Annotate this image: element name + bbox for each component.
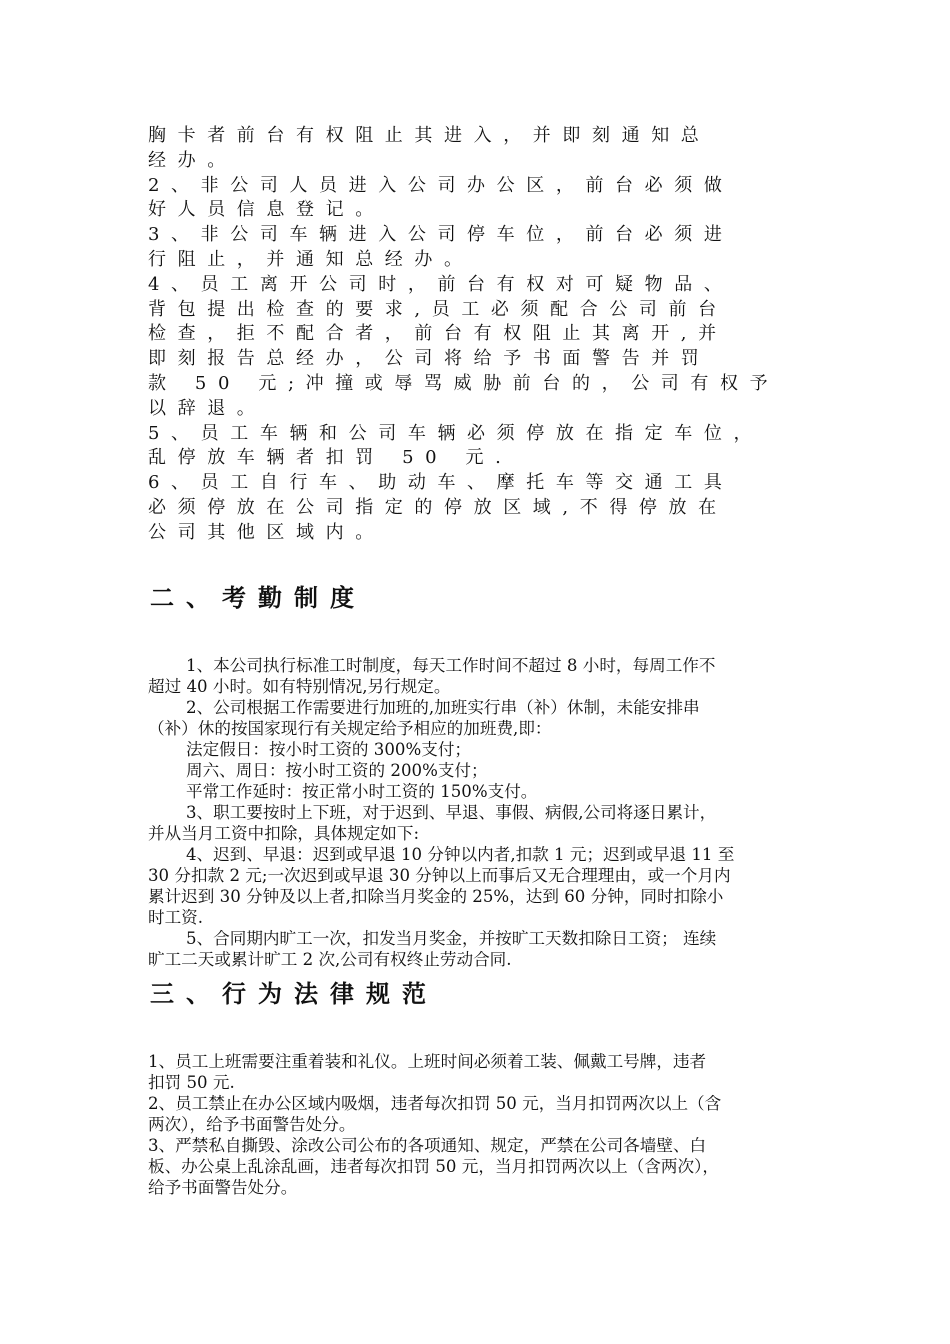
text-line: 2、员工禁止在办公区域内吸烟，违者每次扣罚 50 元，当月扣罚两次以上（含 [148, 1094, 722, 1113]
text-line: 以辞退。 [148, 397, 267, 419]
text-line: 公司其他区域内。 [148, 521, 385, 543]
attendance-rules-text [148, 655, 808, 970]
text-line: 背包提出检查的要求,员工必须配合公司前台 [148, 298, 728, 320]
text-line: 检查，拒不配合者，前台有权阻止其离开,并 [148, 323, 728, 345]
text-line: 1、员工上班需要注重着装和礼仪。上班时间必须着工装、佩戴工号牌，违者 [148, 1052, 707, 1071]
security-rules-text [148, 124, 820, 546]
text-line: 4、员工离开公司时，前台有权对可疑物品、 [148, 273, 734, 295]
text-line: 3、非公司车辆进入公司停车位，前台必须进 [148, 224, 734, 246]
text-line: 周六、周日：按小时工资的 200%支付； [186, 761, 488, 780]
text-line: 扣罚 50 元. [148, 1073, 235, 1092]
text-line: 平常工作延时：按正常小时工资的 150%支付。 [186, 782, 538, 801]
text-line: 时工资. [148, 908, 204, 927]
text-line: （补）休的按国家现行有关规定给予相应的加班费,即： [148, 719, 552, 738]
text-line: 并从当月工资中扣除，具体规定如下: [148, 824, 420, 843]
text-line: 5、员工车辆和公司车辆必须停放在指定车位， [148, 422, 764, 444]
text-line: 6、员工自行车、助动车、摩托车等交通工具 [148, 472, 734, 494]
text-line: 乱停放车辆者扣罚 50 元. [148, 447, 513, 469]
text-line: 2、公司根据工作需要进行加班的,加班实行串（补）休制，未能安排串 [186, 698, 700, 717]
text-line: 经办。 [148, 149, 237, 171]
text-line: 板、办公桌上乱涂乱画，违者每次扣罚 50 元，当月扣罚两次以上（含两次）， [148, 1157, 719, 1176]
text-line: 2、非公司人员进入公司办公区，前台必须做 [148, 174, 734, 196]
text-line: 好人员信息登记。 [148, 199, 385, 221]
text-line: 法定假日：按小时工资的 300%支付； [186, 740, 472, 759]
text-line: 行阻止，并通知总经办。 [148, 248, 474, 270]
text-line: 超过 40 小时。如有特别情况,另行规定。 [148, 677, 451, 696]
text-line: 给予书面警告处分。 [148, 1178, 298, 1197]
text-line: 3、职工要按时上下班，对于迟到、早退、事假、病假,公司将逐日累计， [186, 803, 717, 822]
text-line: 款 50 元;冲撞或辱骂威胁前台的，公司有权予 [148, 372, 780, 394]
text-line: 30 分扣款 2 元;一次迟到或早退 30 分钟以上而事后又无合理理由，或一个月内 [148, 866, 731, 885]
text-line: 旷工二天或累计旷工 2 次,公司有权终止劳动合同. [148, 950, 512, 969]
section-heading-attendance: 二、考勤制度 [150, 584, 366, 612]
section-heading-conduct: 三、行为法律规范 [150, 980, 438, 1008]
text-line: 累计迟到 30 分钟及以上者,扣除当月奖金的 25%，达到 60 分钟，同时扣除小 [148, 887, 724, 906]
text-line: 3、严禁私自撕毁、涂改公司公布的各项通知、规定，严禁在公司各墙壁、白 [148, 1136, 707, 1155]
text-line: 即刻报告总经办，公司将给予书面警告并罚 [148, 348, 711, 370]
text-line: 两次），给予书面警告处分。 [148, 1115, 356, 1134]
text-line: 1、本公司执行标准工时制度，每天工作时间不超过 8 小时，每周工作不 [186, 656, 716, 675]
text-line: 必须停放在公司指定的停放区域,不得停放在 [148, 496, 728, 518]
text-line: 胸卡者前台有权阻止其进入，并即刻通知总 [148, 125, 711, 146]
conduct-rules-text [148, 1051, 808, 1198]
text-line: 5、合同期内旷工一次，扣发当月奖金，并按旷工天数扣除日工资； 连续 [186, 929, 717, 948]
text-line: 4、迟到、早退：迟到或早退 10 分钟以内者,扣款 1 元；迟到或早退 11 至 [186, 845, 735, 864]
